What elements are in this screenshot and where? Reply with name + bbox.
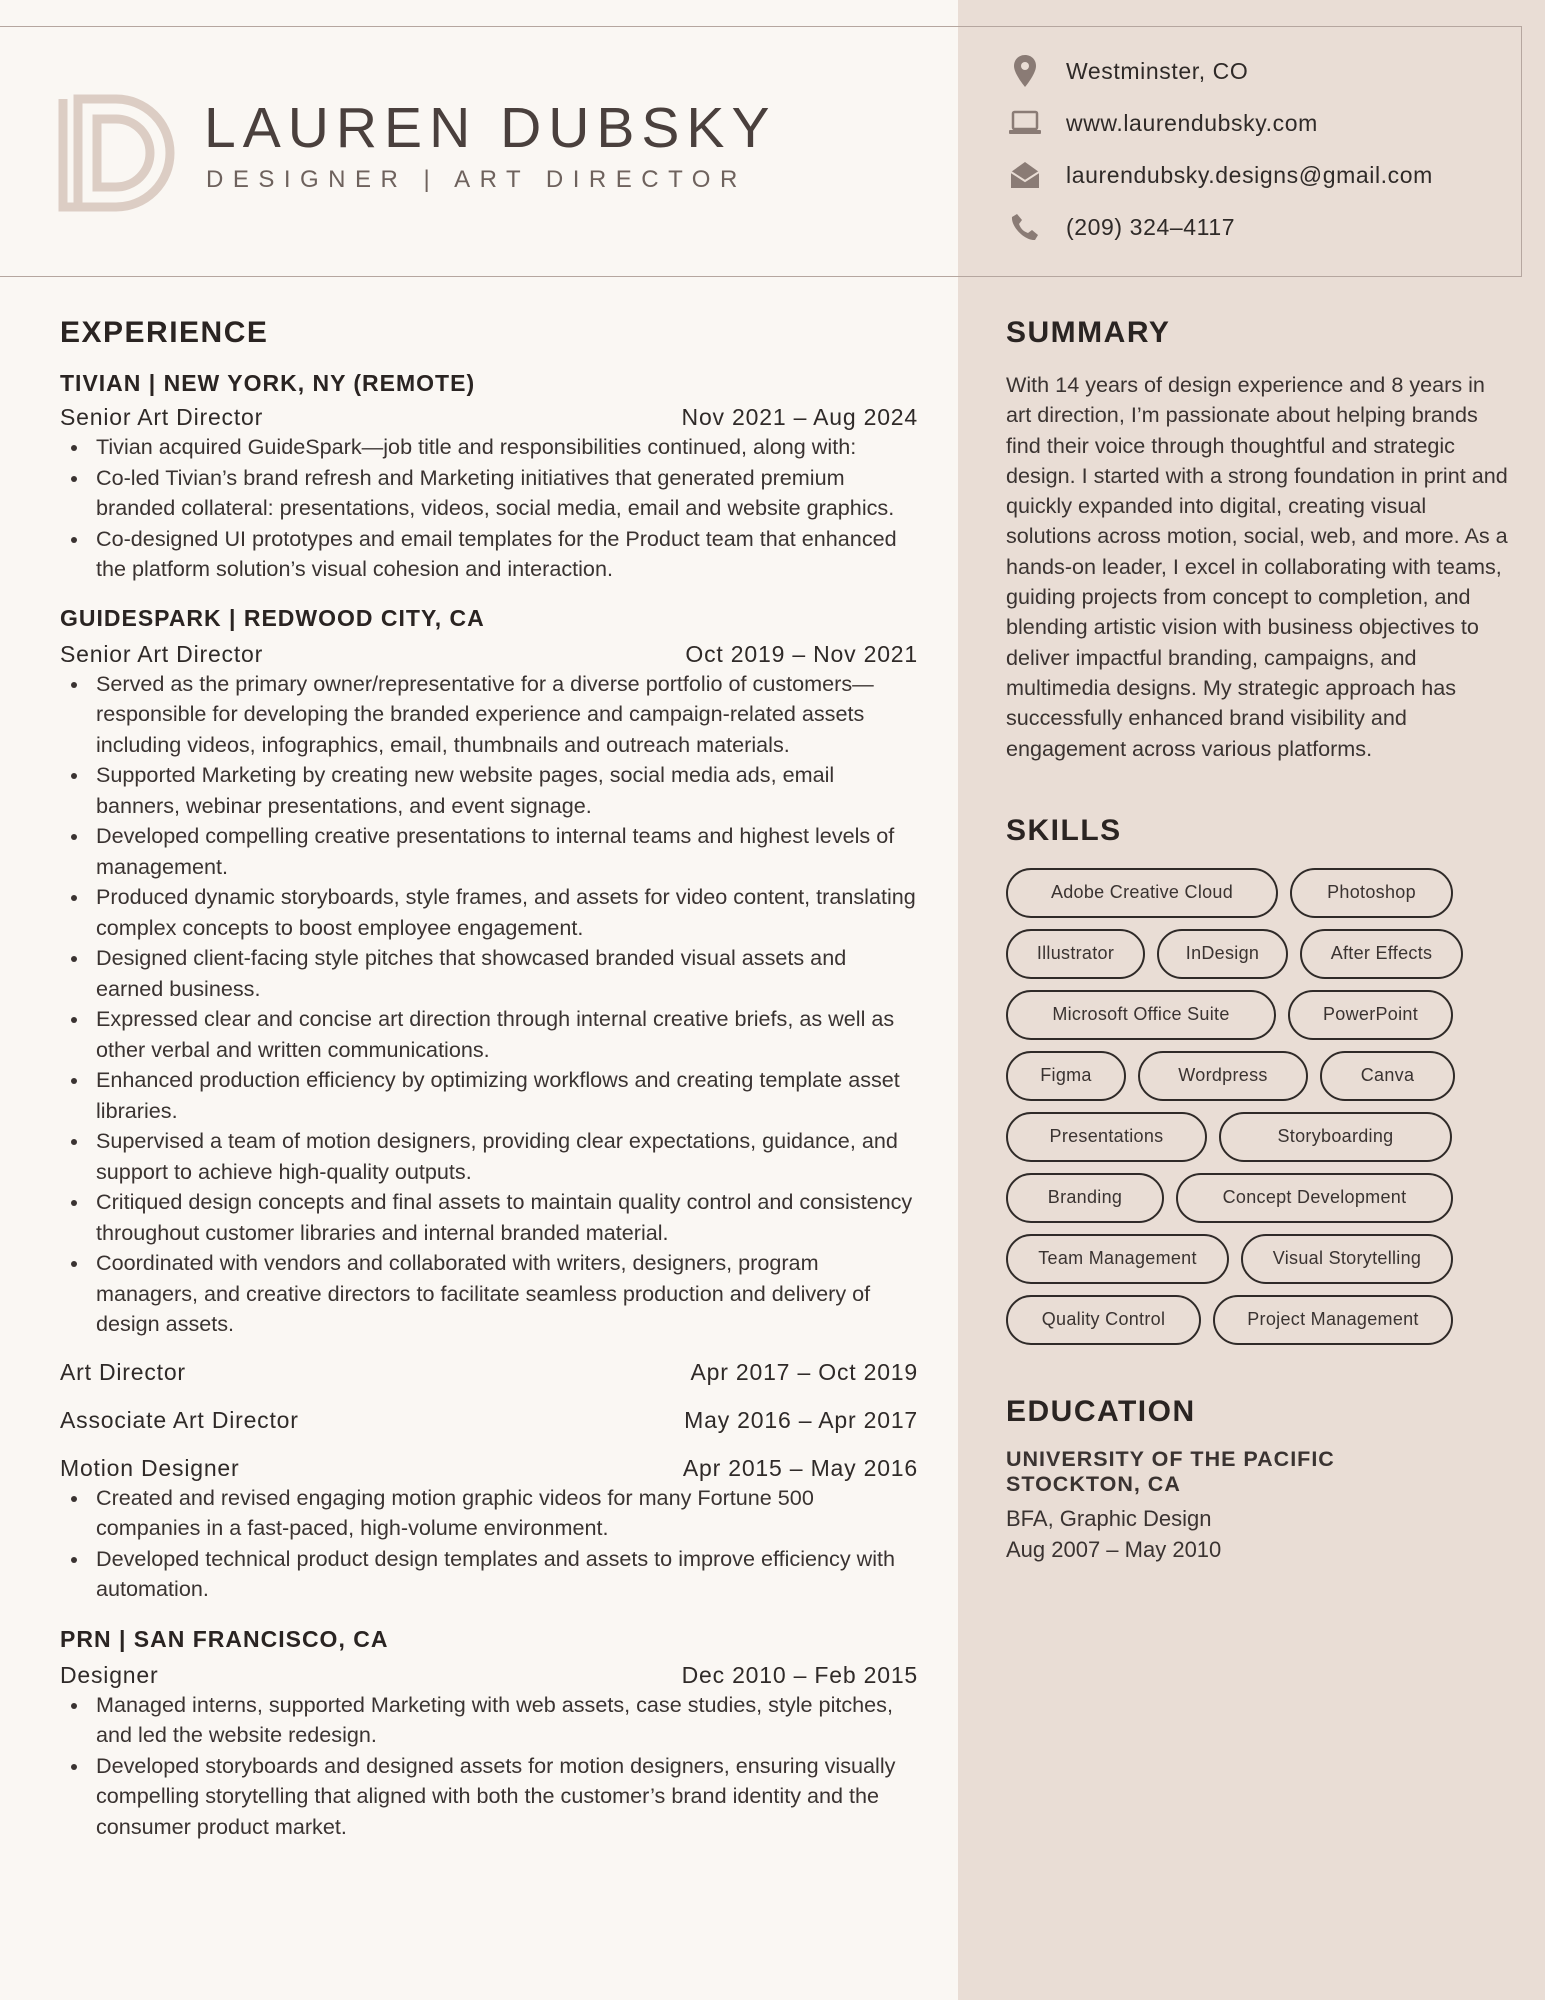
location-pin-icon: [1008, 54, 1042, 88]
bullet-item: Co-led Tivian’s brand refresh and Marketing initiatives that generated premium branded collateral: presentations, videos, social media, email and website graphics.: [96, 463, 918, 524]
role-dates: Oct 2019 – Nov 2021: [685, 640, 918, 667]
education-dates: Aug 2007 – May 2010: [1006, 1536, 1222, 1562]
bullet-item: Developed technical product design templates and assets to improve efficiency with automation.: [96, 1544, 918, 1605]
bullet-item: Designed client-facing style pitches that showcased branded visual assets and earned business.: [96, 943, 918, 1004]
bullet-item: Served as the primary owner/representative for a diverse portfolio of customers—responsible for developing the branded experience and campaign-related assets including videos, infographics, email, thumbnails and outreach materials.: [96, 669, 918, 761]
skill-row: [1006, 990, 1511, 1040]
education-school: UNIVERSITY OF THE PACIFIC: [1006, 1446, 1335, 1471]
contact-website[interactable]: [1008, 97, 1433, 149]
bullet-item: Enhanced production efficiency by optimizing workflows and creating template asset libraries.: [96, 1065, 918, 1126]
skills-list: [1006, 868, 1511, 1345]
bullet-item: Expressed clear and concise art direction through internal creative briefs, as well as other verbal and written communications.: [96, 1004, 918, 1065]
skill-row: [1006, 929, 1511, 979]
skill-pill: Branding: [1006, 1173, 1164, 1223]
skill-pill: Adobe Creative Cloud: [1006, 868, 1278, 918]
contact-email[interactable]: [1008, 149, 1433, 201]
role-dates: Nov 2021 – Aug 2024: [681, 404, 918, 430]
contact-phone[interactable]: [1008, 201, 1433, 253]
role-row: [60, 1405, 918, 1435]
skill-pill: Project Management: [1213, 1295, 1453, 1345]
bullet-item: Created and revised engaging motion graphic videos for many Fortune 500 companies in a fast-paced, high-volume environment.: [96, 1483, 918, 1544]
bullet-item: Critiqued design concepts and final assets to maintain quality control and consistency throughout customer libraries and internal branded material.: [96, 1187, 918, 1248]
bullet-item: Developed storyboards and designed assets for motion designers, ensuring visually compelling storytelling that aligned with both the customer’s brand identity and the consumer product market.: [96, 1751, 918, 1843]
skill-row: [1006, 1295, 1511, 1345]
role-title: Senior Art Director: [60, 640, 264, 667]
laptop-icon: [1008, 106, 1042, 140]
ld-monogram-logo-icon: [58, 94, 178, 212]
bullet-item: Coordinated with vendors and collaborated with writers, designers, program managers, and creative directors to facilitate seamless production and delivery of design assets.: [96, 1248, 918, 1340]
sidebar-content: [1006, 318, 1511, 1565]
role-dates: Apr 2015 – May 2016: [682, 1454, 918, 1481]
bullet-list: [60, 432, 918, 585]
company-name: GUIDESPARK | REDWOOD CITY, CA: [60, 604, 485, 631]
skill-pill: Microsoft Office Suite: [1006, 990, 1276, 1040]
skill-pill: InDesign: [1157, 929, 1288, 979]
role-title: Associate Art Director: [60, 1406, 299, 1433]
role-title: Senior Art Director: [60, 404, 264, 430]
skills-heading: SKILLS: [1006, 813, 1122, 847]
bullet-item: Produced dynamic storyboards, style frames, and assets for video content, translating complex concepts to boost employee engagement.: [96, 882, 918, 943]
skill-pill: Concept Development: [1176, 1173, 1453, 1223]
skill-pill: Canva: [1320, 1051, 1455, 1101]
skill-pill: PowerPoint: [1288, 990, 1453, 1040]
company-name: PRN | SAN FRANCISCO, CA: [60, 1625, 389, 1652]
role-row: [60, 1660, 918, 1690]
role-title: Motion Designer: [60, 1454, 240, 1481]
bullet-list: [60, 1690, 918, 1843]
skill-pill: Quality Control: [1006, 1295, 1201, 1345]
bullet-list: [60, 669, 918, 1340]
bullet-item: Supervised a team of motion designers, providing clear expectations, guidance, and support to achieve high-quality outputs.: [96, 1126, 918, 1187]
company-name: TIVIAN | NEW YORK, NY (REMOTE): [60, 370, 476, 396]
bullet-item: Managed interns, supported Marketing with web assets, case studies, style pitches, and led the website redesign.: [96, 1690, 918, 1751]
experience-section: [60, 318, 918, 1842]
role-dates: Dec 2010 – Feb 2015: [681, 1661, 918, 1688]
bullet-item: Developed compelling creative presentations to internal teams and highest levels of management.: [96, 821, 918, 882]
envelope-icon: [1008, 158, 1042, 192]
bullet-list: [60, 1483, 918, 1605]
summary-heading: SUMMARY: [1006, 316, 1171, 349]
phone-icon: [1008, 210, 1042, 244]
candidate-name: LAUREN DUBSKY: [204, 96, 777, 160]
contact-phone-text[interactable]: (209) 324–4117: [1066, 213, 1236, 240]
contact-location: [1008, 45, 1433, 97]
skill-pill: Illustrator: [1006, 929, 1145, 979]
bullet-item: Co-designed UI prototypes and email templates for the Product team that enhanced the platform solution’s visual cohesion and interaction.: [96, 524, 918, 585]
skill-pill: After Effects: [1300, 929, 1463, 979]
contact-location-text: Westminster, CO: [1066, 57, 1249, 84]
skill-pill: Team Management: [1006, 1234, 1229, 1284]
bullet-item: Supported Marketing by creating new website pages, social media ads, email banners, webinar presentations, and event signage.: [96, 760, 918, 821]
skill-pill: Visual Storytelling: [1241, 1234, 1453, 1284]
contact-list: [1008, 45, 1433, 253]
role-title: Designer: [60, 1661, 159, 1688]
skill-pill: Presentations: [1006, 1112, 1207, 1162]
education-degree: BFA, Graphic Design: [1006, 1505, 1212, 1531]
skill-row: [1006, 1234, 1511, 1284]
contact-website-link[interactable]: www.laurendubsky.com: [1066, 109, 1318, 136]
summary-text: With 14 years of design experience and 8 years in art direction, I’m passionate about helping brands find their voice through thoughtful and strategic design. I started with a strong foundation in print and quickly expanded into digital, creating visual solutions across motion, social, web, and more. As a hands-on leader, I excel in collaborating with teams, guiding projects from concept to completion, and blending artistic vision with business objectives to deliver impactful branding, campaigns, and multimedia designs. My strategic approach has successfully enhanced brand visibility and engagement across various platforms.: [1006, 372, 1508, 761]
role-row: [60, 639, 918, 669]
header-top-rule: [0, 26, 958, 27]
role-row: [60, 1453, 918, 1483]
skill-pill: Wordpress: [1138, 1051, 1308, 1101]
skill-pill: Figma: [1006, 1051, 1126, 1101]
contact-email-link[interactable]: laurendubsky.designs@gmail.com: [1066, 161, 1433, 188]
role-row: [60, 1357, 918, 1387]
skill-pill: Storyboarding: [1219, 1112, 1452, 1162]
skill-row: [1006, 1112, 1511, 1162]
role-title: Art Director: [60, 1358, 186, 1385]
experience-heading: EXPERIENCE: [60, 316, 269, 349]
role-row: [60, 402, 918, 432]
candidate-title: DESIGNER | ART DIRECTOR: [206, 166, 747, 193]
header-divider: [0, 276, 1522, 277]
skill-row: [1006, 1051, 1511, 1101]
education-heading: EDUCATION: [1006, 1394, 1196, 1428]
bullet-item: Tivian acquired GuideSpark—job title and responsibilities continued, along with:: [96, 432, 918, 463]
education-location: STOCKTON, CA: [1006, 1471, 1181, 1496]
skill-row: [1006, 1173, 1511, 1223]
role-dates: May 2016 – Apr 2017: [684, 1406, 918, 1433]
skill-row: [1006, 868, 1511, 918]
skill-pill: Photoshop: [1290, 868, 1453, 918]
role-dates: Apr 2017 – Oct 2019: [690, 1358, 918, 1385]
